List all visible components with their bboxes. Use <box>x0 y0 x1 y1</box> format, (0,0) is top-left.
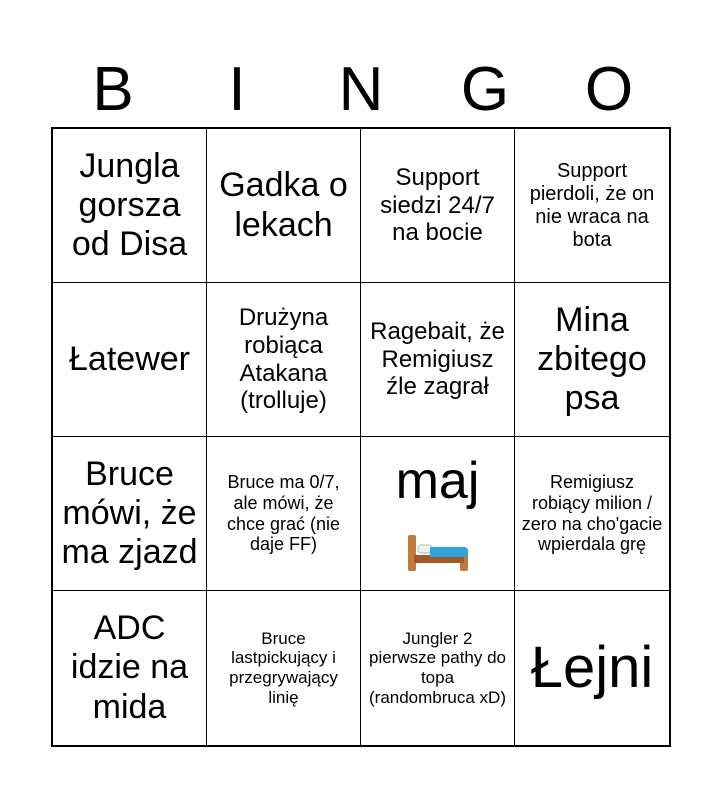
bingo-cell[interactable]: Drużyna robiąca Atakana (trolluje) <box>207 283 361 437</box>
bingo-cell[interactable]: Jungler 2 pierwsze pathy do topa (randombruca xD) <box>361 591 515 745</box>
bingo-cell[interactable]: ADC idzie na mida <box>53 591 207 745</box>
free-cell-label: maj <box>395 451 480 510</box>
bingo-cell[interactable]: Support siedzi 24/7 na bocie <box>361 129 515 283</box>
bingo-cell[interactable]: Bruce ma 0/7, ale mówi, że chce grać (nie daje FF) <box>207 437 361 591</box>
bingo-board <box>51 127 671 747</box>
header-letter-b: B <box>92 55 134 124</box>
header-letter-n: N <box>338 55 384 124</box>
bingo-cell-free[interactable] <box>361 437 515 591</box>
bingo-cell[interactable]: Jungla gorsza od Disa <box>53 129 207 283</box>
header-letter-i: I <box>228 55 246 124</box>
bingo-header <box>51 52 671 128</box>
bingo-cell[interactable]: Remigiusz robiący milion / zero na cho'gacie wpierdala grę <box>515 437 669 591</box>
bingo-cell[interactable]: Support pierdoli, że on nie wraca na bota <box>515 129 669 283</box>
header-letter-o: O <box>584 55 634 124</box>
bed-icon <box>406 533 470 573</box>
bingo-cell[interactable]: Bruce lastpickujący i przegrywający linię <box>207 591 361 745</box>
bingo-cell[interactable]: Ragebait, że Remigiusz źle zagrał <box>361 283 515 437</box>
bingo-cell[interactable]: Bruce mówi, że ma zjazd <box>53 437 207 591</box>
header-letter-g: G <box>460 55 510 124</box>
bingo-cell[interactable]: Gadka o lekach <box>207 129 361 283</box>
bingo-cell[interactable]: Łatewer <box>53 283 207 437</box>
bingo-cell[interactable]: Łejni <box>530 634 654 700</box>
bingo-cell[interactable]: Mina zbitego psa <box>515 283 669 437</box>
